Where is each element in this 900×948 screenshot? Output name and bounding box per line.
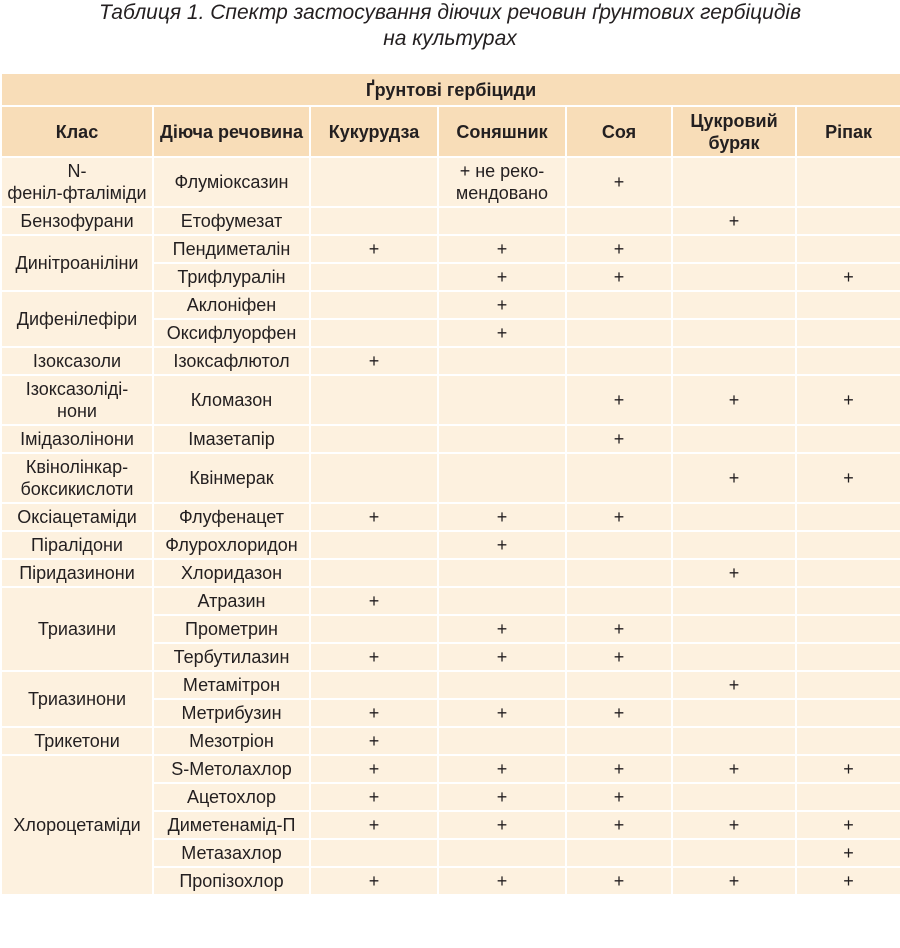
class-cell: Піридазинони [1, 559, 153, 587]
mark-cell: + [438, 755, 566, 783]
mark-cell: + [310, 699, 438, 727]
substance-cell: Квінмерак [153, 453, 310, 503]
column-header: Соняшник [438, 106, 566, 157]
class-cell: Дифенілефіри [1, 291, 153, 347]
mark-cell: + [438, 503, 566, 531]
table-row [1, 671, 900, 699]
mark-cell [672, 503, 796, 531]
substance-cell: Трифлуралін [153, 263, 310, 291]
substance-cell: Флуфенацет [153, 503, 310, 531]
mark-cell [438, 839, 566, 867]
mark-cell: + [672, 559, 796, 587]
substance-cell: Тербутилазин [153, 643, 310, 671]
table-row [1, 157, 900, 207]
mark-cell: + [566, 699, 672, 727]
mark-cell [672, 783, 796, 811]
class-cell: Оксіацетаміди [1, 503, 153, 531]
mark-cell [310, 671, 438, 699]
mark-cell [672, 643, 796, 671]
class-cell: Триазинони [1, 671, 153, 727]
mark-cell: + [438, 291, 566, 319]
substance-cell: Метамітрон [153, 671, 310, 699]
mark-cell [672, 235, 796, 263]
substance-cell: Пропізохлор [153, 867, 310, 895]
mark-cell: + [566, 867, 672, 895]
mark-cell: + [796, 811, 900, 839]
class-cell: Триазини [1, 587, 153, 671]
mark-cell [566, 347, 672, 375]
mark-cell: + [672, 375, 796, 425]
mark-cell [796, 291, 900, 319]
mark-cell [796, 503, 900, 531]
mark-cell [438, 727, 566, 755]
mark-cell: + [672, 453, 796, 503]
mark-cell [672, 319, 796, 347]
mark-cell [310, 559, 438, 587]
mark-cell [796, 157, 900, 207]
mark-cell [438, 559, 566, 587]
mark-cell: + [566, 503, 672, 531]
mark-cell: + [438, 235, 566, 263]
substance-cell: Хлоридазон [153, 559, 310, 587]
mark-cell: + [310, 755, 438, 783]
mark-cell [796, 425, 900, 453]
table-row [1, 559, 900, 587]
table-row [1, 755, 900, 783]
mark-cell: + [310, 587, 438, 615]
mark-cell: + не реко- мендовано [438, 157, 566, 207]
substance-cell: Етофумезат [153, 207, 310, 235]
mark-cell [672, 839, 796, 867]
mark-cell: + [310, 643, 438, 671]
mark-cell [672, 263, 796, 291]
substance-cell: Флурохлоридон [153, 531, 310, 559]
substance-cell: Імазетапір [153, 425, 310, 453]
mark-cell [310, 615, 438, 643]
mark-cell [310, 839, 438, 867]
mark-cell [566, 319, 672, 347]
mark-cell [310, 291, 438, 319]
mark-cell [672, 615, 796, 643]
mark-cell: + [566, 643, 672, 671]
mark-cell [310, 425, 438, 453]
mark-cell [796, 671, 900, 699]
herbicide-table [0, 72, 900, 896]
substance-cell: Флуміоксазин [153, 157, 310, 207]
mark-cell [310, 263, 438, 291]
mark-cell: + [796, 755, 900, 783]
mark-cell: + [672, 207, 796, 235]
mark-cell [310, 207, 438, 235]
mark-cell [672, 291, 796, 319]
mark-cell [438, 347, 566, 375]
mark-cell: + [566, 811, 672, 839]
mark-cell: + [796, 263, 900, 291]
mark-cell [438, 453, 566, 503]
mark-cell [672, 727, 796, 755]
table-row [1, 453, 900, 503]
mark-cell: + [438, 615, 566, 643]
mark-cell [566, 207, 672, 235]
mark-cell [310, 531, 438, 559]
mark-cell [566, 453, 672, 503]
mark-cell [438, 587, 566, 615]
mark-cell: + [438, 319, 566, 347]
mark-cell: + [566, 235, 672, 263]
mark-cell [672, 699, 796, 727]
column-header: Клас [1, 106, 153, 157]
mark-cell: + [310, 867, 438, 895]
class-cell: Ізоксазоліді- нони [1, 375, 153, 425]
group-header: Ґрунтові гербіциди [1, 73, 900, 106]
class-cell: Бензофурани [1, 207, 153, 235]
mark-cell [310, 375, 438, 425]
mark-cell [310, 157, 438, 207]
caption-line-1: Таблиця 1. Спектр застосування діючих речовин ґрунтових гербіцидів [98, 1, 802, 24]
mark-cell [566, 587, 672, 615]
mark-cell [566, 671, 672, 699]
table-row [1, 425, 900, 453]
mark-cell: + [796, 867, 900, 895]
mark-cell: + [438, 867, 566, 895]
table-row [1, 587, 900, 615]
substance-cell: Метазахлор [153, 839, 310, 867]
mark-cell [566, 839, 672, 867]
substance-cell: Диметенамід-П [153, 811, 310, 839]
column-header: Цукровий буряк [672, 106, 796, 157]
mark-cell: + [566, 375, 672, 425]
mark-cell: + [566, 783, 672, 811]
class-cell: Трикетони [1, 727, 153, 755]
table-row [1, 503, 900, 531]
mark-cell: + [310, 235, 438, 263]
mark-cell [672, 347, 796, 375]
mark-cell [796, 531, 900, 559]
substance-cell: Атразин [153, 587, 310, 615]
mark-cell [310, 319, 438, 347]
mark-cell: + [310, 347, 438, 375]
table-body [1, 157, 900, 895]
mark-cell: + [310, 727, 438, 755]
mark-cell [796, 559, 900, 587]
mark-cell: + [438, 531, 566, 559]
mark-cell [438, 671, 566, 699]
mark-cell: + [310, 783, 438, 811]
substance-cell: Ацетохлор [153, 783, 310, 811]
mark-cell: + [672, 755, 796, 783]
mark-cell [672, 531, 796, 559]
mark-cell: + [796, 453, 900, 503]
mark-cell: + [796, 839, 900, 867]
substance-cell: Прометрин [153, 615, 310, 643]
mark-cell: + [566, 425, 672, 453]
mark-cell: + [672, 811, 796, 839]
mark-cell: + [438, 699, 566, 727]
substance-cell: Ізоксафлютол [153, 347, 310, 375]
table-row [1, 375, 900, 425]
caption-line-2: на культурах [383, 27, 517, 50]
class-cell: Динітроаніліни [1, 235, 153, 291]
table-row [1, 207, 900, 235]
mark-cell: + [566, 615, 672, 643]
mark-cell [672, 157, 796, 207]
mark-cell [566, 727, 672, 755]
mark-cell [566, 291, 672, 319]
mark-cell [566, 531, 672, 559]
mark-cell [438, 375, 566, 425]
mark-cell: + [672, 671, 796, 699]
mark-cell: + [438, 811, 566, 839]
mark-cell [796, 587, 900, 615]
mark-cell: + [438, 263, 566, 291]
mark-cell: + [566, 263, 672, 291]
class-cell: Імідазолінони [1, 425, 153, 453]
mark-cell [566, 559, 672, 587]
substance-cell: Мезотріон [153, 727, 310, 755]
substance-cell: Метрибузин [153, 699, 310, 727]
substance-cell: Оксифлуорфен [153, 319, 310, 347]
table-row [1, 531, 900, 559]
mark-cell: + [310, 503, 438, 531]
class-cell: Ізоксазоли [1, 347, 153, 375]
class-cell: Квінолінкар- боксикислоти [1, 453, 153, 503]
substance-cell: S-Метолахлор [153, 755, 310, 783]
mark-cell: + [438, 643, 566, 671]
table-row [1, 347, 900, 375]
substance-cell: Кломазон [153, 375, 310, 425]
mark-cell [796, 643, 900, 671]
substance-cell: Пендиметалін [153, 235, 310, 263]
mark-cell: + [566, 755, 672, 783]
table-row [1, 727, 900, 755]
mark-cell [796, 783, 900, 811]
class-cell: Піралідони [1, 531, 153, 559]
mark-cell [796, 347, 900, 375]
mark-cell [796, 699, 900, 727]
class-cell: Хлороцетаміди [1, 755, 153, 895]
mark-cell: + [310, 811, 438, 839]
mark-cell: + [566, 157, 672, 207]
mark-cell: + [438, 783, 566, 811]
substance-cell: Аклоніфен [153, 291, 310, 319]
column-header: Кукурудза [310, 106, 438, 157]
column-header: Діюча речовина [153, 106, 310, 157]
column-header: Ріпак [796, 106, 900, 157]
mark-cell [672, 587, 796, 615]
mark-cell [796, 235, 900, 263]
mark-cell [672, 425, 796, 453]
mark-cell [796, 727, 900, 755]
mark-cell [438, 207, 566, 235]
column-header: Соя [566, 106, 672, 157]
class-cell: N- феніл-фталіміди [1, 157, 153, 207]
table-row [1, 291, 900, 319]
mark-cell [796, 207, 900, 235]
mark-cell: + [672, 867, 796, 895]
mark-cell [796, 319, 900, 347]
mark-cell [310, 453, 438, 503]
table-row [1, 235, 900, 263]
mark-cell [438, 425, 566, 453]
mark-cell: + [796, 375, 900, 425]
table-caption [0, 0, 900, 72]
mark-cell [796, 615, 900, 643]
